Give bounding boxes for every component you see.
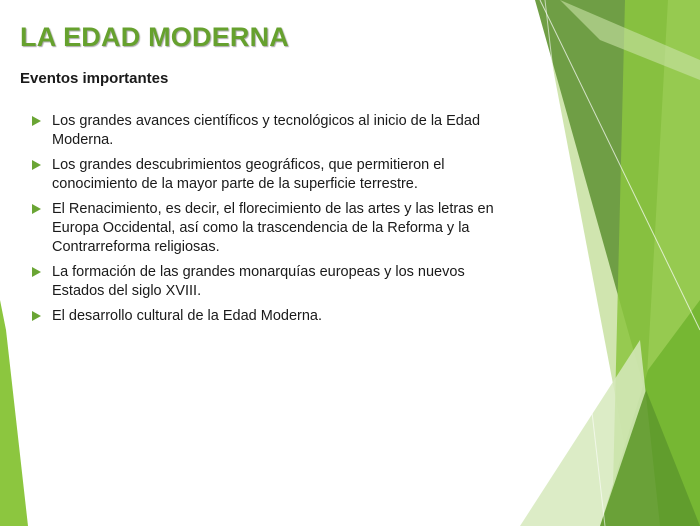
bullet-text: Los grandes avances científicos y tecnológicos al inicio de la Edad Moderna. — [52, 113, 481, 148]
bullet-item — [30, 156, 500, 194]
bullet-text: El Renacimiento, es decir, el florecimiento de las artes y las letras en Europa Occidental, así como la trascendencia de la Reforma y la Contrarreforma religiosas. — [52, 201, 494, 255]
triangle-right-icon — [32, 116, 41, 126]
bullet-item — [30, 112, 500, 150]
triangle-right-icon — [32, 204, 41, 214]
triangle-right-icon — [32, 160, 41, 170]
bullet-item — [30, 307, 500, 326]
bullet-item — [30, 263, 500, 301]
bullet-text: La formación de las grandes monarquías europeas y los nuevos Estados del siglo XVIII. — [52, 264, 465, 299]
triangle-right-icon — [32, 267, 41, 277]
bullet-list — [30, 112, 500, 332]
triangle-right-icon — [32, 311, 41, 321]
slide-title: LA EDAD MODERNA — [20, 22, 289, 52]
bullet-item — [30, 200, 500, 257]
bullet-text: Los grandes descubrimientos geográficos, que permitieron el conocimiento de la mayor parte de la superficie terrestre. — [52, 157, 445, 192]
bullet-text: El desarrollo cultural de la Edad Moderna. — [52, 308, 323, 324]
deco-left-sliver — [0, 300, 28, 526]
slide-subtitle: Eventos importantes — [20, 70, 169, 87]
